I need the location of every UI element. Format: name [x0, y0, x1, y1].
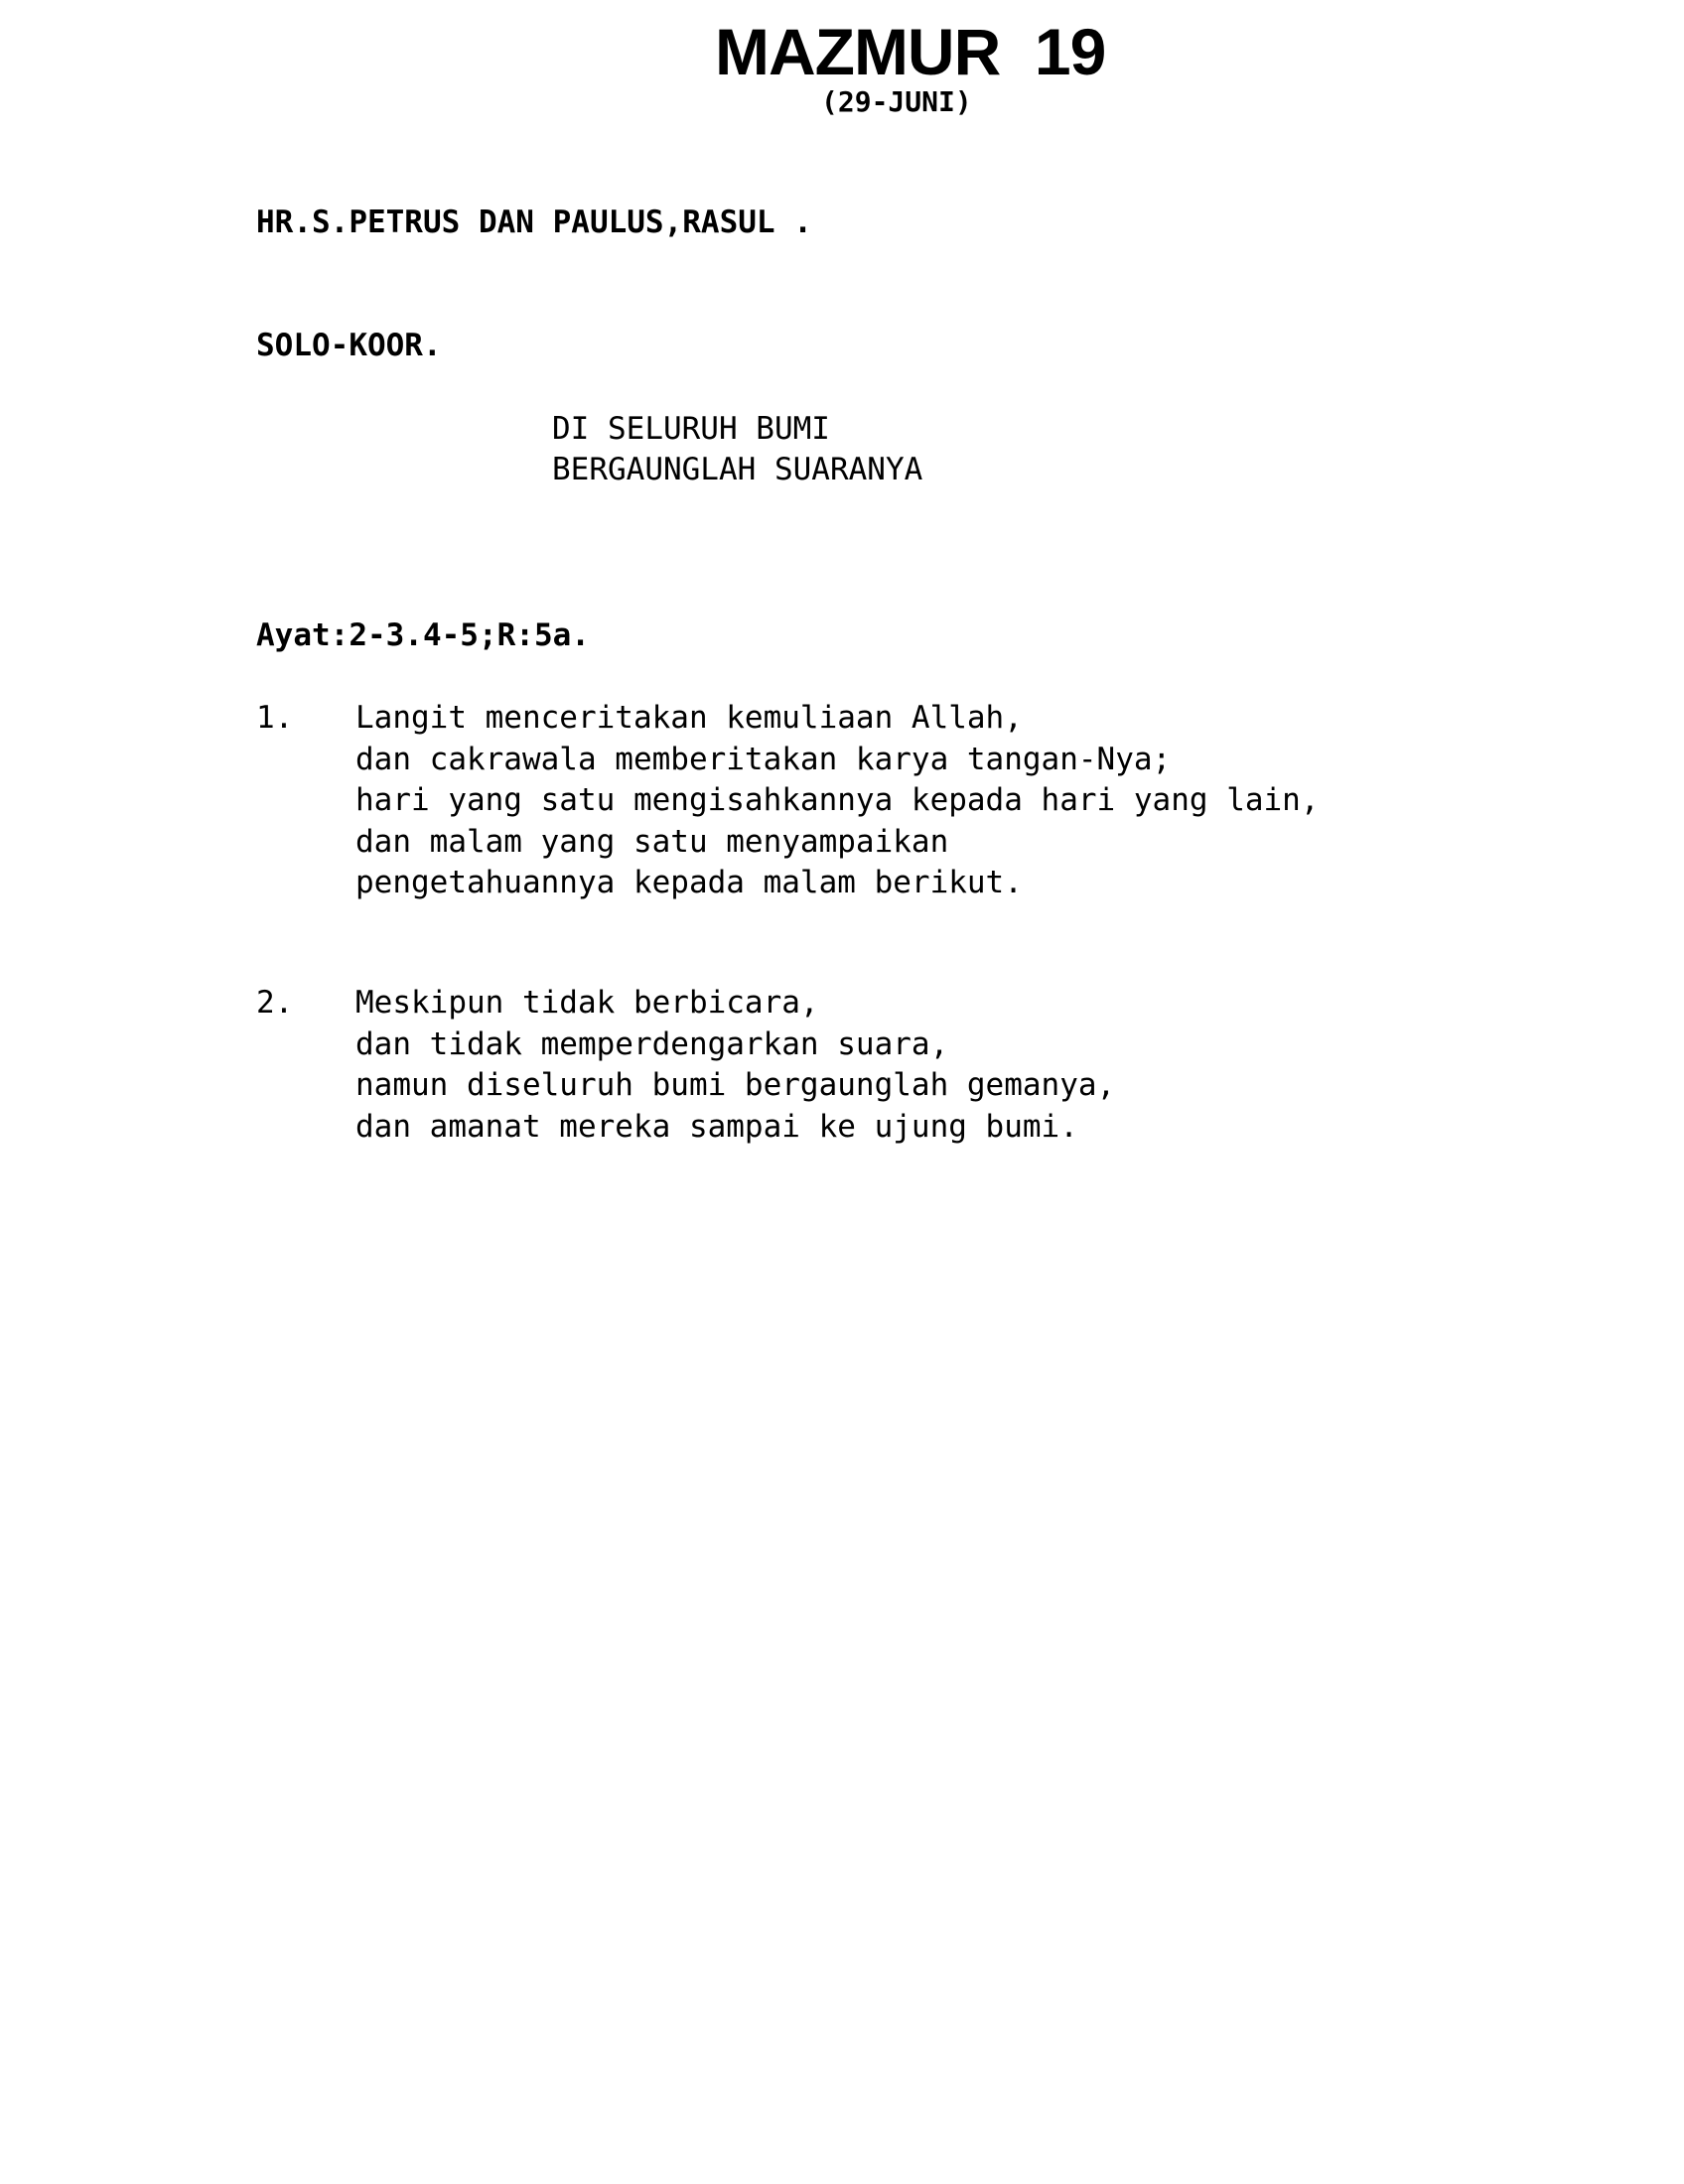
- verse-reference: Ayat:2-3.4-5;R:5a.: [256, 617, 590, 653]
- feast-occasion: HR.S.PETRUS DAN PAULUS,RASUL .: [256, 205, 812, 240]
- stanza-number: 2.: [256, 985, 294, 1021]
- stanza-line: dan amanat mereka sampai ke ujung bumi.: [355, 1108, 1078, 1145]
- stanza-line: hari yang satu mengisahkannya kepada hari yang lain,: [355, 782, 1320, 818]
- stanza-lines: [355, 698, 1320, 904]
- stanza-line: dan tidak memperdengarkan suara,: [355, 1025, 949, 1062]
- psalm-title: MAZMUR 19: [715, 15, 1106, 88]
- stanza-line: pengetahuannya kepada malam berikut.: [355, 865, 1023, 900]
- voice-designation: SOLO-KOOR.: [256, 328, 442, 363]
- stanza-line: dan malam yang satu menyampaikan: [355, 823, 949, 860]
- stanza-line: Langit menceritakan kemuliaan Allah,: [355, 700, 1023, 736]
- refrain-line: DI SELURUH BUMI: [552, 411, 830, 447]
- stanza-lines: [355, 983, 1115, 1148]
- refrain-line: BERGAUNGLAH SUARANYA: [552, 452, 923, 487]
- psalm-date: (29-JUNI): [821, 85, 972, 118]
- stanza-number: 1.: [256, 700, 294, 736]
- stanza-line: namun diseluruh bumi bergaunglah gemanya,: [355, 1067, 1116, 1103]
- stanza-line: Meskipun tidak berbicara,: [355, 985, 819, 1021]
- stanza: [256, 698, 1320, 904]
- stanza-line: dan cakrawala memberitakan karya tangan-Nya;: [355, 741, 1172, 777]
- refrain: [552, 409, 922, 490]
- stanza: [256, 983, 1115, 1148]
